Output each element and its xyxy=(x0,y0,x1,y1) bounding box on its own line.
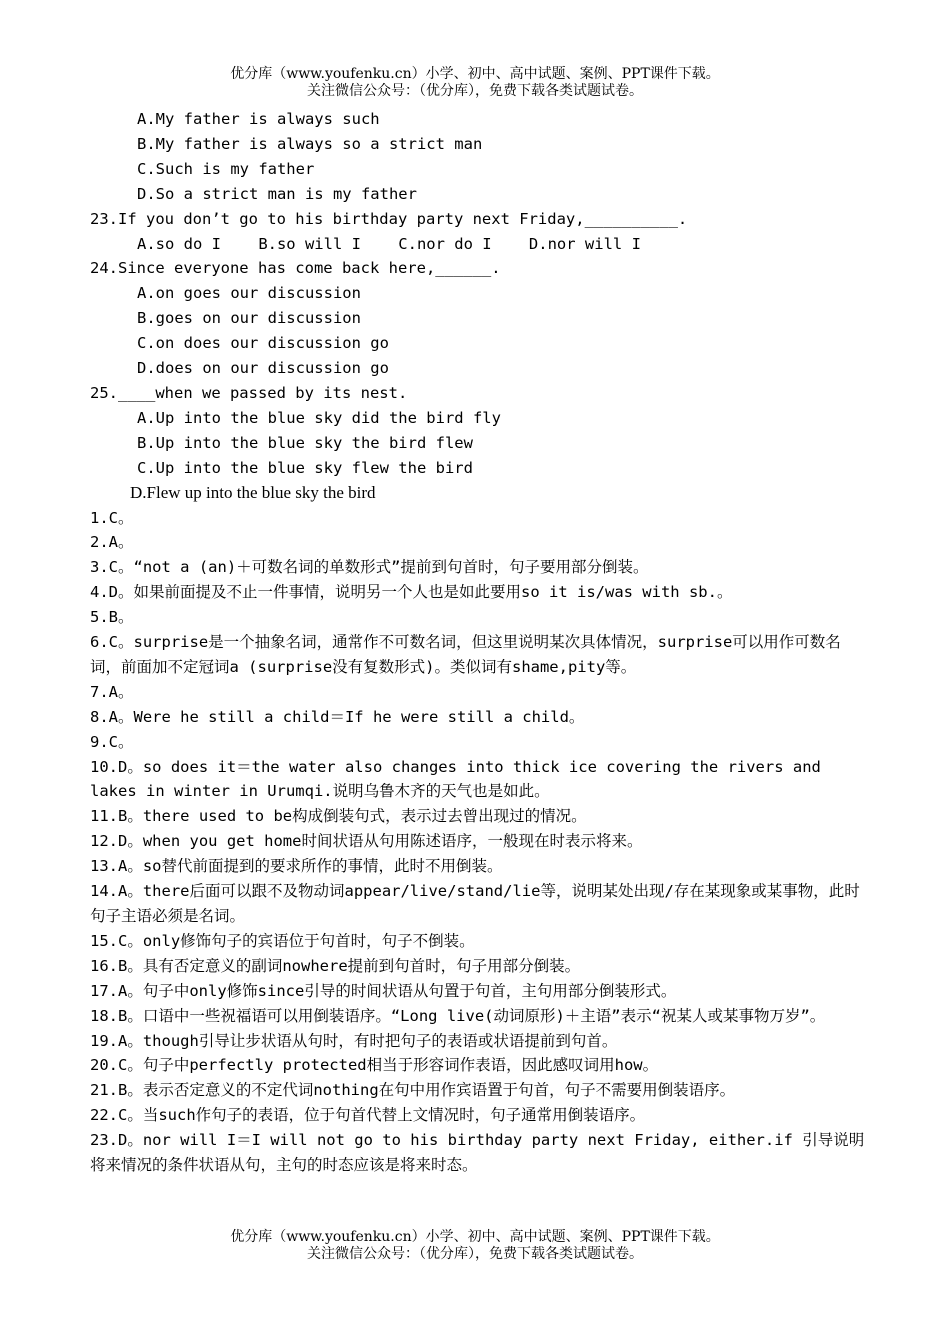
q22-option-a: A.My father is always such xyxy=(137,110,380,128)
q24-option-a: A.on goes our discussion xyxy=(137,284,361,303)
footer-line-2: 关注微信公众号：（优分库），免费下载各类试题试卷。 xyxy=(307,1246,643,1262)
answer-item: 3.C。“not a (an)＋可数名词的单数形式”提前到句首时，句子要用部分倒装。 xyxy=(90,558,649,577)
answer-item: 13.A。so替代前面提到的要求所作的事情，此时不用倒装。 xyxy=(90,857,503,876)
q23-options: A.so do I B.so will I C.nor do I D.nor will I xyxy=(137,234,641,253)
footer-line-1: 优分库（www.youfenku.cn）小学、初中、高中试题、案例、PPT课件下载。 xyxy=(230,1229,720,1245)
answer-item: 16.B。具有否定意义的副词nowhere提前到句首时，句子用部分倒装。 xyxy=(90,956,581,975)
answer-item: 19.A。though引导让步状语从句时，有时把句子的表语或状语提前到句首。 xyxy=(90,1031,618,1050)
answer-item: 12.D。when you get home时间状语从句用陈述语序，一般现在时表示将来。 xyxy=(90,832,643,851)
q24-option-c: C.on does our discussion go xyxy=(137,334,389,353)
header-line-1: 优分库（www.youfenku.cn）小学、初中、高中试题、案例、PPT课件下载。 xyxy=(230,66,720,82)
answer-item: 15.C。only修饰句子的宾语位于句首时，句子不倒装。 xyxy=(90,931,475,950)
answer-item: 17.A。句子中only修饰since引导的时间状语从句置于句首，主句用部分倒装形式。 xyxy=(90,981,677,1000)
header-line-2: 关注微信公众号：（优分库），免费下载各类试题试卷。 xyxy=(307,83,643,99)
q24-option-d: D.does on our discussion go xyxy=(137,359,389,378)
answer-item: 23.D。nor will I＝I will not go to his birthday party next Friday, either.if 引导说明将来情况的条件状语从句，主句的时态应该是将来时态。 xyxy=(90,1131,865,1175)
q25-stem: 25.____when we passed by its nest. xyxy=(90,383,408,402)
q25-option-b: B.Up into the blue sky the bird flew xyxy=(137,433,473,452)
q24-stem: 24.Since everyone has come back here,______. xyxy=(90,259,501,278)
q24-option-b: B.goes on our discussion xyxy=(137,309,361,328)
answer-item: 2.A。 xyxy=(90,533,134,552)
answer-item: 1.C。 xyxy=(90,508,134,527)
answer-item: 8.A。Were he still a child＝If he were still a child。 xyxy=(90,707,585,726)
page-footer xyxy=(0,1229,950,1263)
q22-option-d: D.So a strict man is my father xyxy=(137,184,417,203)
q25-option-a: A.Up into the blue sky did the bird fly xyxy=(137,408,501,427)
answer-item: 18.B。口语中一些祝福语可以用倒装语序。“Long live(动词原形)＋主语”表示“祝某人或某事物万岁”。 xyxy=(90,1006,826,1025)
answer-item: 22.C。当such作句子的表语，位于句首代替上文情况时，句子通常用倒装语序。 xyxy=(90,1106,646,1125)
q22-option-b: B.My father is always so a strict man xyxy=(137,134,483,153)
answer-item: 6.C。surprise是一个抽象名词，通常作不可数名词，但这里说明某次具体情况，surprise可以用作可数名词，前面加不定冠词a (surprise没有复数形式)。类似词有shame,pity等。 xyxy=(90,633,841,676)
answer-item: 14.A。there后面可以跟不及物动词appear/live/stand/lie等，说明某处出现/存在某现象或某事物，此时句子主语必须是名词。 xyxy=(90,882,860,925)
answer-item: 5.B。 xyxy=(90,608,134,627)
q25-option-c: C.Up into the blue sky flew the bird xyxy=(137,458,473,477)
answer-item: 11.B。there used to be构成倒装句式，表示过去曾出现过的情况。 xyxy=(90,807,587,826)
answer-item: 4.D。如果前面提及不止一件事情，说明另一个人也是如此要用so it is/was with sb.。 xyxy=(90,583,733,602)
answer-item: 21.B。表示否定意义的不定代词nothing在句中用作宾语置于句首，句子不需要用倒装语序。 xyxy=(90,1081,736,1100)
q23-stem: 23.If you don’t go to his birthday party next Friday,__________. xyxy=(90,209,688,228)
document-body xyxy=(90,107,870,1178)
page-header xyxy=(0,66,950,100)
answer-item: 10.D。so does it＝the water also changes into thick ice covering the rivers and lakes in winter in Urumqi.说明乌鲁木齐的天气也是如此。 xyxy=(90,757,821,801)
q22-option-c: C.Such is my father xyxy=(137,159,315,178)
answer-key xyxy=(90,506,870,1178)
q25-option-d: D.Flew up into the blue sky the bird xyxy=(130,482,376,502)
answer-item: 20.C。句子中perfectly protected相当于形容词作表语，因此感叹词用how。 xyxy=(90,1056,659,1075)
answer-item: 9.C。 xyxy=(90,732,134,751)
answer-item: 7.A。 xyxy=(90,682,134,701)
